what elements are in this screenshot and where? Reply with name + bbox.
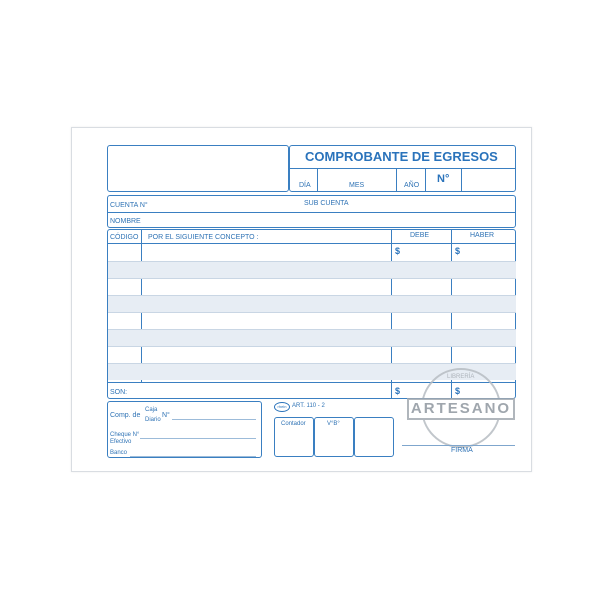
- table-row: [108, 296, 516, 312]
- row-line: [108, 278, 516, 279]
- article-number: ART. 110 - 2: [292, 403, 325, 409]
- year-label: AÑO: [404, 182, 420, 189]
- son-label: SON:: [110, 389, 128, 396]
- comp-number-line: [172, 419, 256, 420]
- stamp-ring-text: LIBRERÍA: [447, 374, 475, 380]
- row-line: [108, 363, 516, 364]
- brand-logo: rhein: [274, 402, 290, 412]
- number-label: N°: [437, 173, 450, 185]
- signature-line: [402, 445, 515, 446]
- payment-box: [107, 401, 262, 458]
- debe-header: DEBE: [410, 232, 430, 239]
- diario-label: Diario: [145, 417, 161, 423]
- total-debe-currency: $: [395, 386, 401, 396]
- account-divider: [107, 212, 516, 213]
- number-divider: [461, 168, 462, 192]
- haber-header: HABER: [470, 232, 495, 239]
- title-divider: [289, 168, 516, 169]
- document-title: COMPROBANTE DE EGRESOS: [305, 149, 498, 164]
- table-row: [108, 313, 516, 329]
- banco-label: Banco: [110, 450, 128, 456]
- haber-currency: $: [455, 246, 461, 256]
- row-line: [108, 329, 516, 330]
- vb-label: V°B°: [327, 421, 340, 427]
- concept-header: POR EL SIGUIENTE CONCEPTO :: [148, 234, 259, 241]
- row-line: [108, 312, 516, 313]
- signature-label: FIRMA: [451, 447, 473, 454]
- row-line: [108, 261, 516, 262]
- month-label: MES: [349, 182, 365, 189]
- table-row: [108, 347, 516, 363]
- total-haber-currency: $: [455, 386, 461, 396]
- contador-label: Contador: [281, 421, 306, 427]
- banco-line: [130, 456, 256, 457]
- name-label: NOMBRE: [110, 218, 141, 225]
- debe-currency: $: [395, 246, 401, 256]
- day-divider: [317, 168, 318, 192]
- row-line: [108, 295, 516, 296]
- cheque-label: Cheque N°: [110, 432, 140, 438]
- account-number-label: CUENTA N°: [110, 202, 148, 209]
- table-row: [108, 330, 516, 346]
- sub-account-label: SUB CUENTA: [304, 200, 349, 207]
- stamp-text: ARTESANO: [407, 398, 515, 420]
- efectivo-label: Efectivo: [110, 439, 132, 445]
- table-header-divider: [107, 243, 516, 244]
- day-label: DÍA: [299, 182, 311, 189]
- year-divider: [425, 168, 426, 192]
- row-line: [108, 346, 516, 347]
- table-row: [108, 262, 516, 278]
- comp-de-label: Comp. de: [110, 412, 141, 419]
- issuer-box: [107, 145, 289, 192]
- code-header: CÓDIGO: [110, 234, 139, 241]
- month-divider: [396, 168, 397, 192]
- blank-approval-box: [354, 417, 394, 457]
- comp-number-label: N°: [162, 412, 170, 419]
- cheque-line: [140, 438, 256, 439]
- caja-label: Caja: [145, 407, 158, 413]
- table-row: [108, 279, 516, 295]
